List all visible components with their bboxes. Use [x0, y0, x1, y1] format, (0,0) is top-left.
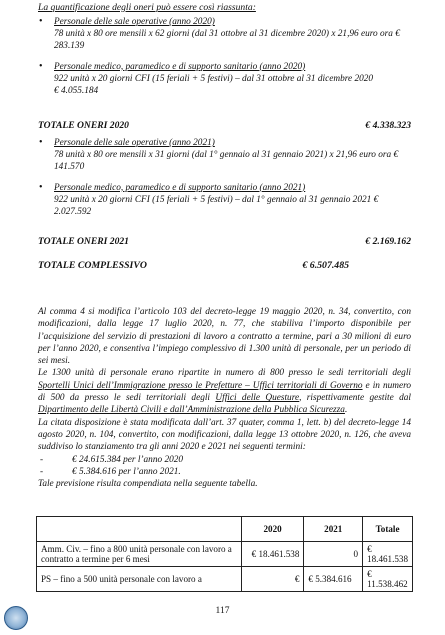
- bullet-line: 78 unità x 80 ore mensili x 62 giorni (dal 31 ottobre al 31 dicembre 2020) x 21,96 euro ora €: [54, 29, 400, 40]
- total-value: € 2.169.162: [365, 236, 411, 247]
- bullet-line: 922 unità x 20 giorni CFI (15 feriali + 5 festivi) – dal 1° gennaio al 31 gennaio 2021 €: [54, 194, 379, 205]
- total-2021: [38, 236, 411, 247]
- bullet-line: 141.570: [54, 162, 85, 173]
- bullet-item: [38, 16, 410, 53]
- bullet-item: [38, 182, 410, 219]
- bullet-title: • Personale delle sale operative (anno 2021): [54, 138, 215, 148]
- table-cell: € 18.461.538: [241, 542, 304, 567]
- table-header: 2020: [241, 517, 304, 542]
- table-header: [37, 517, 242, 542]
- underlined-text: Sportelli Unici dell’Immigrazione presso le Prefetture – Uffici territoriali di Governo: [38, 380, 363, 391]
- bullet-title: • Personale medico, paramedico e di supporto sanitario (anno 2020): [54, 61, 306, 72]
- table-cell: € 5.384.616: [304, 567, 363, 592]
- underlined-text: Dipartimento delle Libertà Civili e dall’Amministrazione della Pubblica Sicurezza: [38, 405, 345, 416]
- total-overall: [38, 260, 411, 271]
- table-cell: PS – fino a 500 unità personale con lavoro a: [37, 567, 242, 592]
- table-header: Totale: [363, 517, 413, 542]
- table-cell: 0: [304, 542, 363, 567]
- paragraph-text: .: [344, 405, 348, 416]
- bullet-line: 2.027.592: [54, 207, 92, 218]
- total-value: € 4.338.323: [365, 120, 411, 131]
- bullet-line: € 4.055.184: [54, 86, 99, 97]
- paragraph-text: Le 1300 unità di personale erano ripartite in numero di 800 presso le sedi territoriali degli: [38, 368, 411, 379]
- bullet-line: 283.139: [54, 41, 85, 52]
- table-cell: € 18.461.538: [363, 542, 413, 567]
- paragraph: Al comma 4 si modifica l’articolo 103 del decreto-legge 19 maggio 2020, n. 34, convertito, con modificazioni, dalla legge 17 luglio 2020, n. 77, che stabiliva l’importo disponibile per l’acquisizione del servizio di prestazioni di lavoro a contratto a termine, pari a 30 milioni di euro per l’anno 2020, e consentiva l’impiego complessivo di 1.300 unità di personale, per un periodo di sei mesi.: [38, 307, 411, 367]
- table-row: [37, 542, 413, 567]
- page-number: 117: [215, 606, 230, 616]
- bullet-title: • Personale medico, paramedico e di supporto sanitario (anno 2021): [54, 182, 306, 193]
- dash-item: - € 5.384.616 per l’anno 2021.: [38, 466, 411, 478]
- table-header: 2021: [304, 517, 363, 542]
- paragraph-text: , rispettivamente gestite dal: [299, 393, 411, 404]
- total-value: € 6.507.485: [302, 260, 349, 271]
- table-cell: Amm. Civ. – fino a 800 unità personale con lavoro a contratto a termine per 6 mesi: [37, 542, 242, 567]
- total-label: TOTALE ONERI 2020: [38, 120, 129, 131]
- bullet-line: 922 unità x 20 giorni CFI (15 feriali + 5 festivi) – dal 31 ottobre al 31 dicembre 2020: [54, 73, 374, 84]
- paragraph: La citata disposizione è stata modificata dall’art. 37 quater, comma 1, lett. b) del decreto-legge 14 agosto 2020, n. 104, convertito, con modificazioni, dalla legge 13 ottobre 2020, n. 126, che aveva suddiviso lo stanziamento tra gli anni 2020 e 2021 nei seguenti termini:: [38, 417, 411, 453]
- bullet-item: [38, 137, 410, 174]
- paragraph: [38, 367, 411, 416]
- table-cell: €: [241, 567, 304, 592]
- table-header-row: [37, 517, 413, 542]
- bullet-item: [38, 61, 410, 98]
- body-text: [38, 306, 411, 490]
- bullet-list-2020: [38, 16, 410, 105]
- cost-table: [36, 516, 413, 592]
- paragraph-text: e in numero di 500 da presso le sedi territoriali degli: [38, 380, 411, 404]
- total-2020: [38, 120, 411, 131]
- underlined-text: Uffici delle Questure: [215, 393, 300, 404]
- table-cell: € 11.538.462: [363, 567, 413, 592]
- bullet-title: • Personale delle sale operative (anno 2020): [54, 17, 215, 27]
- total-label: TOTALE COMPLESSIVO: [38, 260, 147, 271]
- bullet-line: 78 unità x 80 ore mensili x 31 giorni (dal 1° gennaio al 31 gennaio 2021) x 21,96 euro ora €: [54, 150, 399, 161]
- total-label: TOTALE ONERI 2021: [38, 236, 129, 247]
- table-row: [37, 567, 413, 592]
- dash-item: - € 24.615.384 per l’anno 2020: [38, 454, 411, 466]
- section-heading: La quantificazione degli oneri può essere così riassunta:: [38, 2, 256, 13]
- paragraph: Tale previsione risulta compendiata nella seguente tabella.: [38, 479, 258, 490]
- bullet-list-2021: [38, 137, 410, 226]
